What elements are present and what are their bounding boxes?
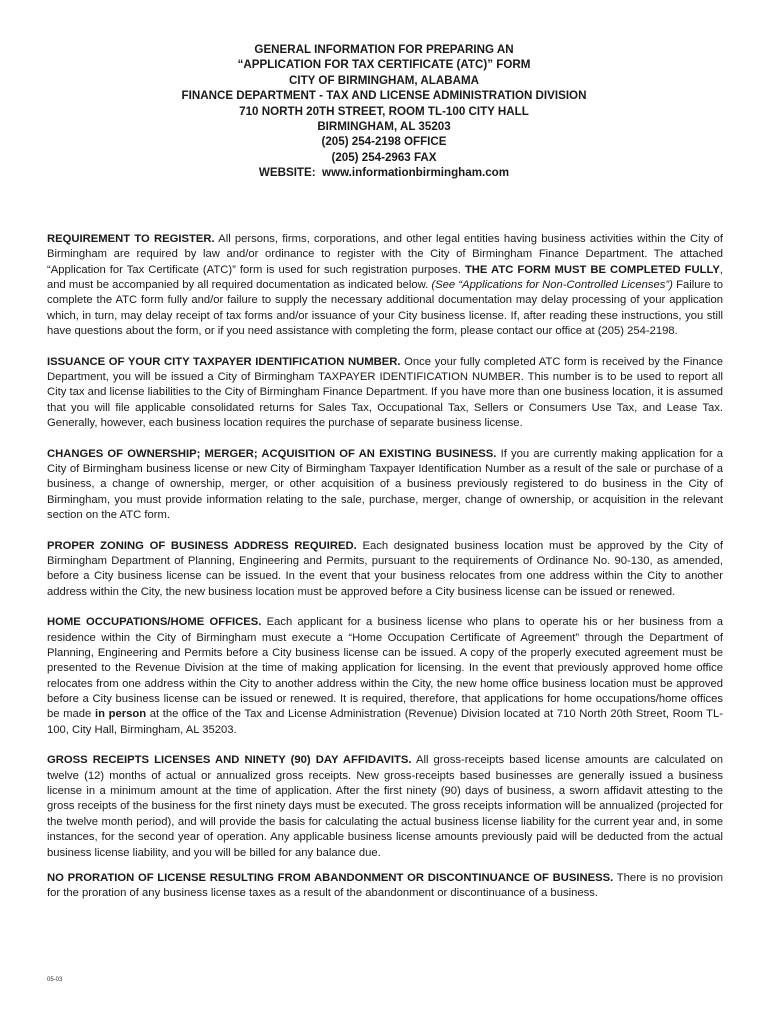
header-fax: (205) 254-2963 FAX bbox=[331, 150, 437, 164]
section-heading: REQUIREMENT TO REGISTER. bbox=[47, 233, 215, 245]
section-text: All gross-receipts based license amounts are calculated on twelve (12) months of actual or annualized gross receipts. New gross-receipts based businesses are generally issued a business license in a minimum amount at the time of application. After the first ninety (90) days of business, a sworn affidavit attesting to the gross receipts of the business for the first ninety days must be executed. The gross receipts information will be annualized (projected for the twelve month period), and will provide the basis for calculating the actual business license liability for the current year and, in some instances, for the second year of operation. Any applicable business license amounts previously paid will be deducted from the actual business license liability, and you will be billed for any balance due. bbox=[47, 754, 723, 859]
section-text: Each applicant for a business license who plans to operate his or her business from a residence within the City of Birmingham must execute a “Home Occupation Certificate of Agreement” through the Department of Planning, Engineering and Permits before a City business license can be issued. A copy of the properly executed agreement must be presented to the Revenue Division at the time of making application for licensing. In the event that previously approved home office relocates from one address within the City to another address within the City, the new home office business location must be approved before a City business license can be issued or renewed. It is required, therefore, that applications for home occupations/home offices be made bbox=[47, 616, 723, 721]
section-requirement bbox=[47, 232, 723, 339]
section-no-proration bbox=[47, 871, 723, 902]
header-website bbox=[0, 165, 768, 180]
section-ownership bbox=[47, 447, 723, 524]
header-title: GENERAL INFORMATION FOR PREPARING AN bbox=[254, 43, 514, 56]
emphasis-text: in person bbox=[94, 708, 147, 721]
italic-note: (See “Applications for Non-Controlled Licenses”) bbox=[431, 279, 673, 292]
header-form-name: “APPLICATION FOR TAX CERTIFICATE (ATC)” FORM bbox=[237, 58, 531, 72]
section-text: Once your fully completed ATC form is received by the Finance Department, you will be issued a City of Birmingham TAXPAYER IDENTIFICATION NUMBER. This number is to be used to report all City tax and license liabilities to the City of Birmingham Finance Department. If you have more than one business location, it is assumed that you will file applicable consolidated returns for Sales Tax, Occupational Tax, Sellers or Consumers Use Tax, and Lease Tax. Generally, however, each business location requires the purchase of separate business license. bbox=[47, 355, 723, 430]
header-street-address: 710 NORTH 20TH STREET, ROOM TL-100 CITY HALL bbox=[239, 104, 529, 118]
website-label: WEBSITE: bbox=[258, 166, 323, 180]
section-issuance bbox=[47, 355, 723, 432]
section-heading: PROPER ZONING OF BUSINESS ADDRESS REQUIRED. bbox=[47, 539, 357, 552]
form-revision-code: 05-03 bbox=[47, 977, 63, 983]
section-zoning bbox=[47, 539, 723, 600]
section-text: Failure to complete the ATC form fully and/or failure to supply the necessary additional documentation may delay processing of your application which, in turn, may delay receipt of tax forms and/or issuance of your City business license. If, after reading these instructions, you still have questions about the form, or if you need assistance with completing the form, please contact our office at (205) 254-2198. bbox=[47, 279, 723, 338]
section-text: There is no provision for the proration of any business license taxes as a result of the abandonment or discontinuance of a business. bbox=[47, 871, 723, 900]
section-home-occupations bbox=[47, 615, 723, 738]
website-link[interactable]: www.informationbirmingham.com bbox=[322, 166, 510, 180]
section-heading: GROSS RECEIPTS LICENSES AND NINETY (90) DAY AFFIDAVITS. bbox=[47, 754, 412, 767]
section-heading: HOME OCCUPATIONS/HOME OFFICES. bbox=[47, 616, 262, 629]
section-heading: NO PRORATION OF LICENSE RESULTING FROM ABANDONMENT OR DISCONTINUANCE OF BUSINESS. bbox=[47, 871, 614, 884]
document-body bbox=[47, 232, 723, 917]
section-text: at the office of the Tax and License Administration (Revenue) Division located at 710 North 20th Street, Room TL-100, City Hall, Birmingham, AL 35203. bbox=[47, 708, 724, 736]
header-office-phone: (205) 254-2198 OFFICE bbox=[321, 135, 447, 149]
section-text: All persons, firms, corporations, and other legal entities having business activities within the City of Birmingham are required by law and/or ordinance to register with the City of Birmingham Finance Department. The attached “Application for Tax Certificate (ATC)” form is used for such registration purposes. bbox=[47, 233, 723, 276]
document-header bbox=[0, 42, 768, 181]
emphasis-text: THE ATC FORM MUST BE COMPLETED FULLY bbox=[464, 263, 720, 276]
header-department: FINANCE DEPARTMENT - TAX AND LICENSE ADMINISTRATION DIVISION bbox=[181, 89, 587, 103]
section-heading: ISSUANCE OF YOUR CITY TAXPAYER IDENTIFICATION NUMBER. bbox=[47, 355, 401, 368]
section-gross-receipts bbox=[47, 753, 723, 860]
section-heading: CHANGES OF OWNERSHIP; MERGER; ACQUISITION OF AN EXISTING BUSINESS. bbox=[47, 447, 497, 460]
section-text: Each designated business location must be approved by the City of Birmingham Department of Planning, Engineering and Permits, pursuant to the requirements of Ordinance No. 90-130, as amended, before a City business license can be issued. In the event that your business relocates from one address within the City to another address within the City, the new business location must be approved before a City business license can be issued or renewed. bbox=[47, 539, 723, 598]
header-city: CITY OF BIRMINGHAM, ALABAMA bbox=[289, 73, 479, 87]
header-city-state-zip: BIRMINGHAM, AL 35203 bbox=[317, 120, 451, 134]
section-text: If you are currently making application for a City of Birmingham business license or new City of Birmingham Taxpayer Identification Number as a result of the sale or purchase of a business, a change of ownership, merger, or other acquisition of a business previously registered to do business in the City of Birmingham, you must provide information relating to the sale, purchase, merger, change of ownership, or acquisition in the relevant section on the ATC form. bbox=[47, 447, 723, 522]
section-text: , and must be accompanied by all required documentation as indicated below. bbox=[47, 263, 723, 292]
